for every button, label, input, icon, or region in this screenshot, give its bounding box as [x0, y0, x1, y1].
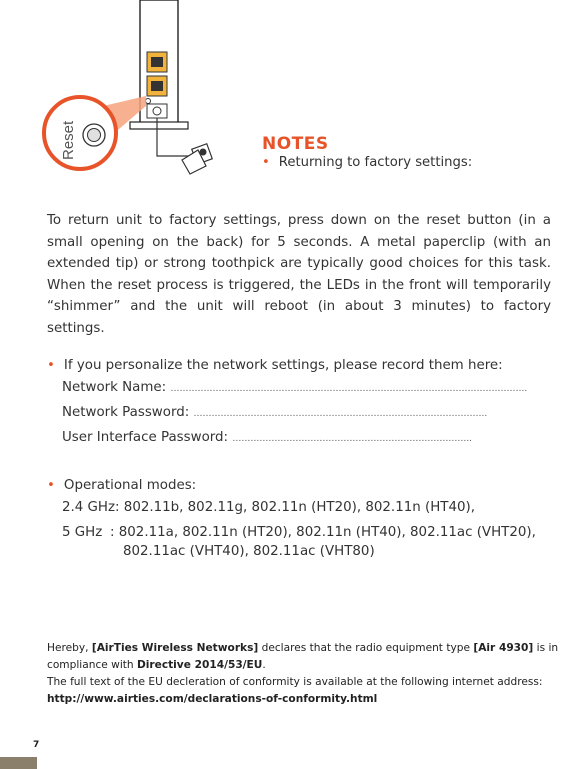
bullet-icon: • [262, 155, 270, 170]
directive-name: Directive 2014/53/EU [137, 659, 263, 671]
operational-modes-section [47, 478, 567, 568]
network-settings-section [47, 358, 567, 448]
ui-password-label: User Interface Password: [62, 430, 229, 445]
network-name-row [62, 380, 527, 395]
network-intro: • If you personalize the network settings, please record them here: [47, 358, 503, 373]
router-back-illustration [0, 0, 568, 200]
mode-5ghz-line1: : 802.11a, 802.11n (HT20), 802.11n (HT40), 802.11ac (VHT20), [110, 525, 536, 540]
legal-fulltext: The full text of the EU decleration of conformity is available at the following internet address: [47, 676, 543, 688]
reset-hole [146, 99, 151, 104]
factory-reset-paragraph: To return unit to factory settings, press down on the reset button (in a small opening on the back) for 5 seconds. A metal paperclip (with an extended tip) or strong toothpick are typically good choices for this task. When the reset process is triggered, the LEDs in the front will temporarily “shimmer” and the unit will reboot (in about 3 minutes) to factory settings. [47, 213, 551, 336]
conformity-url[interactable]: http://www.airties.com/declarations-of-conformity.html [47, 693, 378, 705]
router-base [130, 122, 188, 129]
network-name-field: ……………………………………………………………………………………………………….. [170, 384, 528, 394]
notes-item-text: Returning to factory settings: [278, 155, 473, 170]
model-name: [Air 4930] [473, 642, 534, 654]
ui-password-row [62, 430, 472, 445]
mode-24ghz: 2.4 GHz: 802.11b, 802.11g, 802.11n (HT20), 802.11n (HT40), [62, 500, 475, 515]
reset-label: Reset [60, 120, 77, 160]
network-password-row [62, 405, 487, 420]
network-password-label: Network Password: [62, 405, 190, 420]
footer-bar [0, 757, 37, 769]
network-password-field: …………………………………………………………………………………….. [193, 409, 488, 419]
bullet-icon: • [47, 478, 55, 493]
company-name: [AirTies Wireless Networks] [91, 642, 259, 654]
legal-line-1: Hereby, [AirTies Wireless Networks] declares that the radio equipment type [Air 4930] is in compliance with Directive 2014/53/EU. [47, 642, 559, 671]
bullet-icon: • [47, 358, 55, 373]
mode-5ghz-label: 5 GHz [62, 525, 103, 540]
modes-intro: • Operational modes: [47, 478, 197, 493]
notes-item [262, 155, 472, 170]
legal-declaration [47, 640, 567, 708]
ui-password-field: …………………………………………………………………….. [232, 434, 473, 444]
page-number: 7 [33, 740, 40, 750]
notes-title: NOTES [262, 134, 329, 154]
network-name-label: Network Name: [62, 380, 167, 395]
mode-5ghz-line2: 802.11ac (VHT40), 802.11ac (VHT80) [123, 544, 375, 559]
